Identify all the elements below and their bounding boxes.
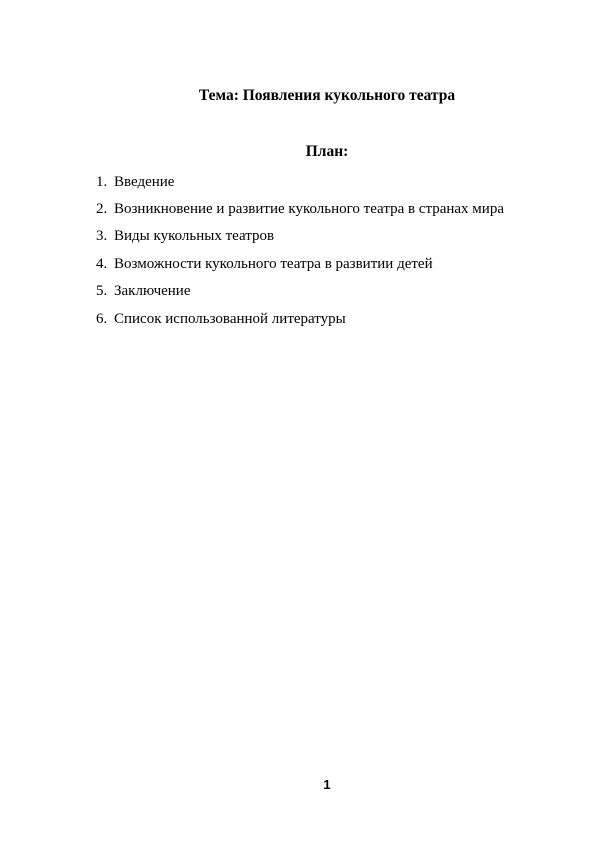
- plan-heading: План:: [305, 143, 349, 160]
- plan-item-text: Введение: [114, 173, 175, 190]
- plan-item: [96, 168, 504, 195]
- plan-item: [96, 250, 504, 277]
- plan-item-text: Заключение: [114, 283, 191, 300]
- plan-item: [96, 305, 504, 332]
- plan-item-number: 4.: [96, 255, 108, 272]
- plan-item-number: 5.: [96, 283, 108, 300]
- plan-item: [96, 223, 504, 250]
- document-title: Тема: Появления кукольного театра: [198, 87, 456, 104]
- plan-item-text: Виды кукольных театров: [114, 228, 275, 245]
- plan-item: [96, 278, 504, 305]
- plan-item-number: 6.: [96, 310, 108, 327]
- plan-item: [96, 195, 504, 222]
- plan-item-text: Возникновение и развитие кукольного театра в странах мира: [114, 201, 504, 218]
- plan-item-number: 1.: [96, 173, 108, 190]
- plan-list: [96, 168, 504, 332]
- plan-item-number: 2.: [96, 201, 108, 218]
- plan-item-text: Возможности кукольного театра в развитии детей: [114, 255, 433, 272]
- plan-item-text: Список использованной литературы: [114, 310, 346, 327]
- plan-item-number: 3.: [96, 228, 108, 245]
- page-number: 1: [323, 777, 331, 792]
